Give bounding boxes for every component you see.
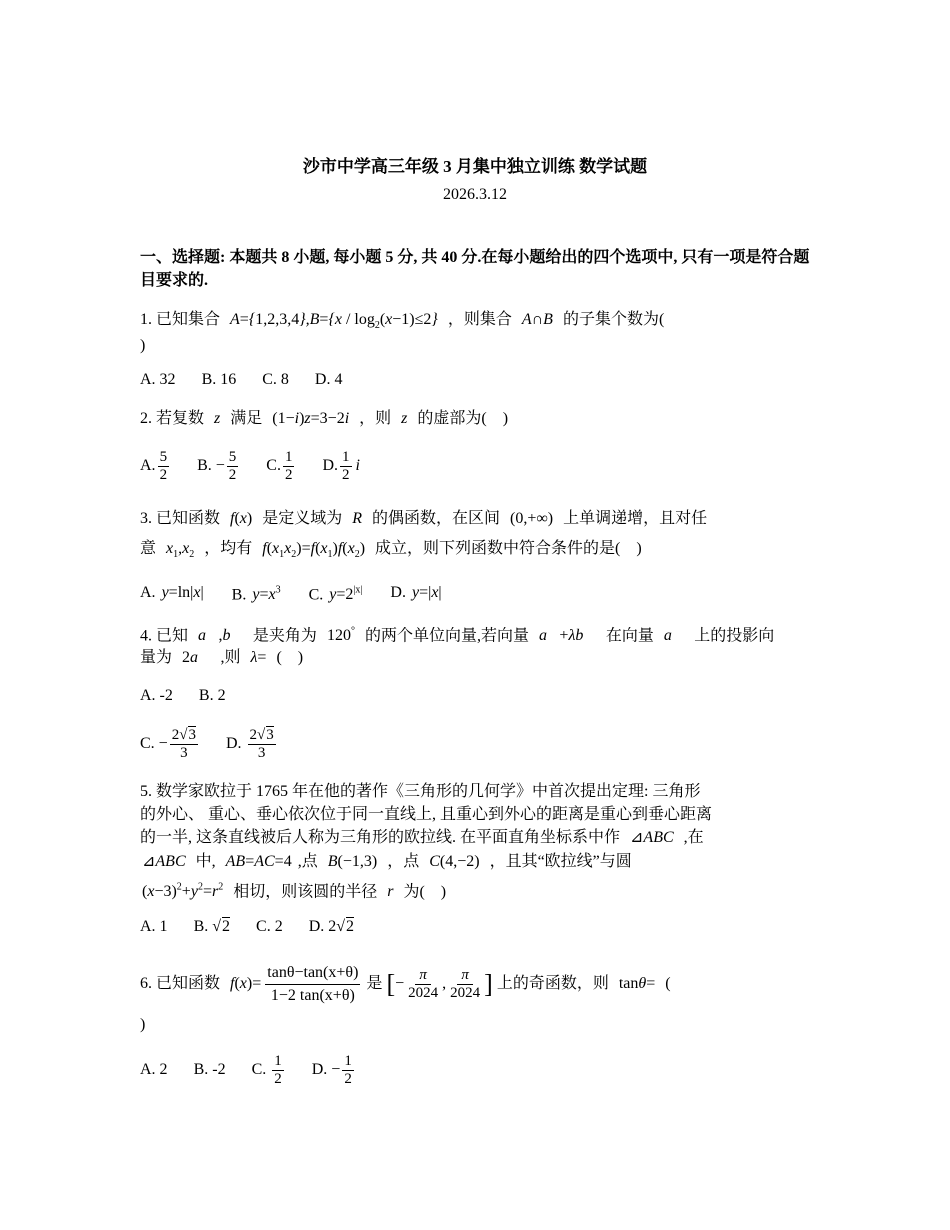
question-6-close: ) [140,1016,146,1033]
question-3-line2: 意 $x_1,x_2$ ，均有 $f(x_1x_2)=f(x_1)f(x_2)$ 成立，则下列函数中符合条件的是( ) [140,540,642,561]
question-1: 1. 已知集合 $A=\{1,2,3,4\},B=\{x / \log_2(x-1)\le 2\}$ ，则集合 A∩B 的子集个数为( [140,311,665,332]
option-b[interactable]: B. 2 [198,687,226,705]
option-c[interactable]: C. − $\frac{2√3}{3}$ [140,727,196,762]
option-c[interactable]: C. $\frac{1}{2}$ [251,1053,282,1088]
section-heading: 一、选择题: 本题共 8 小题, 每小题 5 分, 共 40 分.在每小题给出的四个选项中, 只有一项是符合题目要求的. [140,249,810,289]
option-d[interactable]: D. 4 [314,371,343,389]
complex-equation: (1−i)z=3−2i [272,410,354,427]
question-5-options [140,916,376,938]
option-d[interactable]: D. − $\frac{1}{2}$ [311,1053,352,1088]
option-c[interactable]: C. 8 [262,371,289,389]
question-4-options-ab [140,685,248,707]
option-d[interactable]: D. $\frac{2√3}{3}$ [225,727,274,762]
option-d[interactable]: D. y=|x| [390,584,442,602]
option-a[interactable]: A. $\frac{5}{2}$ [140,449,168,484]
question-5-line1: 5. 数学家欧拉于 1765 年在他的著作《三角形的几何学》中首次提出定理: 三角形 [140,783,701,800]
exam-date: 2026.3.12 [443,186,507,203]
exam-title: 沙市中学高三年级 3 月集中独立训练 数学试题 [302,157,648,176]
set-definition: $A=\{1,2,3,4\},B=\{x / \log_2(x-1)\le 2\}$ [226,311,442,332]
option-a[interactable]: A. -2 [140,687,173,705]
option-b[interactable]: B. √2 [193,918,231,936]
question-5-line4: ⊿ABC 中, AB=AC=4 ,点 B(−1,3) ，点 C(4,−2) ，且其“欧拉线”与圆 [142,853,632,870]
option-b[interactable]: B. $y=x^3$ [231,585,281,604]
question-3: 3. 已知函数 f(x) 是定义域为 R 的偶函数，在区间 (0,+∞) 上单调递增，且对任 [140,510,708,527]
option-b[interactable]: B. -2 [193,1061,226,1079]
option-b[interactable]: B. 16 [201,371,237,389]
intersection-expr: A∩B [517,311,557,328]
question-5-line2: 的外心、 重心、垂心依次位于同一直线上, 且重心到外心的距离是重心到垂心距离 [140,806,713,823]
question-1-close: ) [140,337,146,354]
option-d[interactable]: D. $\frac{1}{2}$ i [322,449,360,484]
option-c[interactable]: C. $y=2^{|x|}$ [308,585,363,604]
option-a[interactable]: A. 1 [140,918,168,936]
question-4: 4. 已知 a⃗,b⃗ 是夹角为 120° 的两个单位向量,若向量 a⃗+λb⃗ 在向量 a⃗ 上的投影向 [140,626,775,645]
option-b[interactable]: B. − $\frac{5}{2}$ [197,449,237,484]
question-1-options [140,369,364,391]
question-2: 2. 若复数 z 满足 (1−i)z=3−2i ，则 z 的虚部为( ) [140,410,509,427]
option-a[interactable]: A. y=ln|x| [140,584,204,602]
question-3-options [140,580,466,606]
option-a[interactable]: A. 2 [140,1061,168,1079]
option-c[interactable]: C. 2 [256,918,283,936]
question-4-options-cd [140,723,300,765]
option-a[interactable]: A. 32 [140,371,176,389]
option-c[interactable]: C. $\frac{1}{2}$ [266,449,293,484]
question-2-options [140,446,384,486]
question-6-options [140,1050,378,1090]
option-d[interactable]: D. 2√2 [308,918,355,936]
question-4-line2: 量为 2a⃗ ,则 λ= ( ) [140,649,304,666]
question-5-line3: 的一半, 这条直线被后人称为三角形的欧拉线. 在平面直角坐标系中作 ⊿ABC ,在 [140,829,704,846]
question-5-line5: $(x-3)^2+y^2=r^2$ 相切，则该圆的半径 r 为( ) [142,882,447,901]
question-6: 6. 已知函数 f(x)= $\frac{\tan\theta-\tan(x+\theta)}{1-2 \tan(x+\theta)}$ 是 [− $\frac{\pi}{2024}$ , $\frac{\pi}{2024}$ ] 上的奇函数，则 tanθ= ( [140,963,671,1004]
